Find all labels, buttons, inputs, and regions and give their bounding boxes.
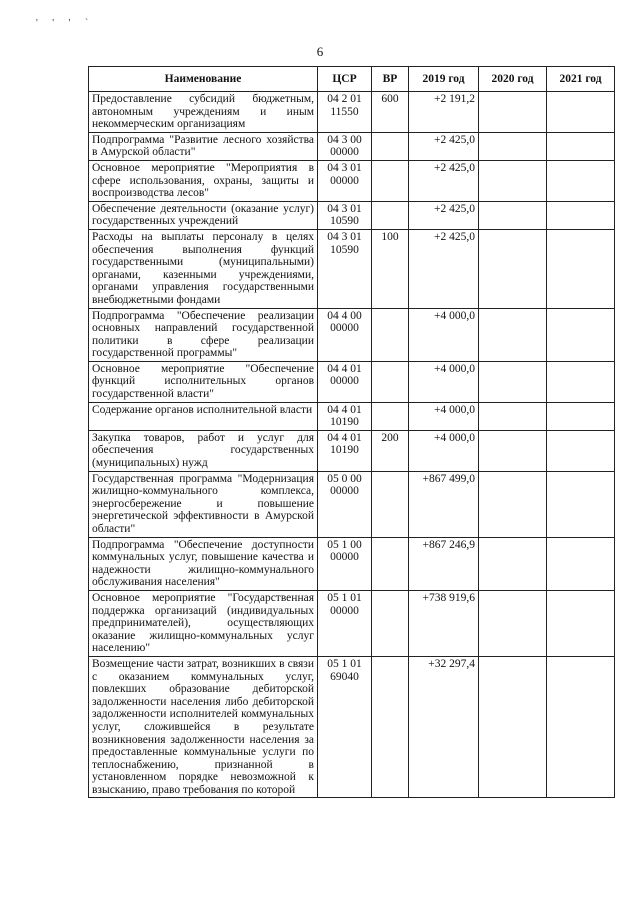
header-2019: 2019 год (409, 67, 479, 92)
cell-csr: 04 3 00 00000 (318, 132, 372, 160)
cell-2019: +4 000,0 (409, 308, 479, 361)
cell-name: Содержание органов исполнительной власти (89, 402, 318, 430)
cell-2021 (547, 229, 615, 308)
cell-vr (372, 201, 409, 229)
cell-2019: +2 425,0 (409, 229, 479, 308)
header-vr: ВР (372, 67, 409, 92)
cell-2020 (479, 92, 547, 133)
table-row (89, 471, 615, 537)
cell-vr (372, 308, 409, 361)
page-number: 6 (316, 44, 324, 59)
cell-csr: 04 3 01 10590 (318, 229, 372, 308)
cell-name: Основное мероприятие "Государственная поддержка организаций (индивидуальных предпринимателей), осуществляющих оказание жилищно-коммунальных услуг населению" (89, 590, 318, 656)
cell-2019: +4 000,0 (409, 361, 479, 402)
table-row (89, 537, 615, 590)
cell-2020 (479, 402, 547, 430)
cell-2019: +867 499,0 (409, 471, 479, 537)
cell-name: Подпрограмма "Развитие лесного хозяйства в Амурской области" (89, 132, 318, 160)
cell-csr: 04 2 01 11550 (318, 92, 372, 133)
cell-2021 (547, 402, 615, 430)
cell-2020 (479, 537, 547, 590)
cell-2021 (547, 201, 615, 229)
header-2020: 2020 год (479, 67, 547, 92)
cell-csr: 04 3 01 10590 (318, 201, 372, 229)
cell-2020 (479, 132, 547, 160)
cell-name: Основное мероприятие "Обеспечение функций исполнительных органов государственной власти" (89, 361, 318, 402)
table-body (89, 92, 615, 798)
header-csr: ЦСР (318, 67, 372, 92)
cell-vr: 200 (372, 430, 409, 471)
cell-name: Подпрограмма "Обеспечение доступности коммунальных услуг, повышение качества и надежности жилищно-коммунального обслуживания населения" (89, 537, 318, 590)
cell-name: Обеспечение деятельности (оказание услуг) государственных учреждений (89, 201, 318, 229)
cell-2019: +4 000,0 (409, 430, 479, 471)
table-header-row (89, 67, 615, 92)
table-row (89, 92, 615, 133)
scan-marks: ' ' ' ` (36, 18, 95, 29)
cell-csr: 04 4 01 00000 (318, 361, 372, 402)
table-row (89, 229, 615, 308)
cell-2019: +2 425,0 (409, 160, 479, 201)
header-name: Наименование (89, 67, 318, 92)
cell-name: Государственная программа "Модернизация жилищно-коммунального комплекса, энергосбережение и повышение энергетической эффективности в Амурской области" (89, 471, 318, 537)
cell-csr: 04 4 01 10190 (318, 402, 372, 430)
cell-vr (372, 402, 409, 430)
cell-csr: 04 4 00 00000 (318, 308, 372, 361)
table-row (89, 308, 615, 361)
cell-vr (372, 160, 409, 201)
cell-vr: 600 (372, 92, 409, 133)
cell-2021 (547, 160, 615, 201)
table-row (89, 201, 615, 229)
header-2021: 2021 год (547, 67, 615, 92)
cell-2021 (547, 308, 615, 361)
cell-2020 (479, 656, 547, 798)
cell-2020 (479, 160, 547, 201)
cell-csr: 05 1 01 00000 (318, 590, 372, 656)
cell-vr (372, 471, 409, 537)
cell-2020 (479, 590, 547, 656)
cell-2020 (479, 308, 547, 361)
cell-name: Основное мероприятие "Мероприятия в сфере использования, охраны, защиты и воспроизводства лесов" (89, 160, 318, 201)
cell-vr (372, 361, 409, 402)
cell-csr: 05 0 00 00000 (318, 471, 372, 537)
cell-name: Закупка товаров, работ и услуг для обеспечения государственных (муниципальных) нужд (89, 430, 318, 471)
cell-2021 (547, 537, 615, 590)
cell-name: Предоставление субсидий бюджетным, автономным учреждениям и иным некоммерческим организациям (89, 92, 318, 133)
cell-2021 (547, 590, 615, 656)
cell-2020 (479, 201, 547, 229)
cell-csr: 04 3 01 00000 (318, 160, 372, 201)
cell-2019: +738 919,6 (409, 590, 479, 656)
table-row (89, 656, 615, 798)
cell-2020 (479, 361, 547, 402)
cell-2019: +4 000,0 (409, 402, 479, 430)
table-row (89, 430, 615, 471)
cell-2021 (547, 430, 615, 471)
cell-2020 (479, 229, 547, 308)
cell-2020 (479, 430, 547, 471)
cell-vr (372, 590, 409, 656)
table-row (89, 402, 615, 430)
cell-2021 (547, 471, 615, 537)
table-row (89, 132, 615, 160)
cell-name: Возмещение части затрат, возникших в связи с оказанием коммунальных услуг, повлекших образование дебиторской задолженности населения либо дебиторской задолженности исполнителей коммунальных услуг, сложившейся в результате возникновения задолженности населения за предоставленные коммунальные услуги по теплоснабжению, признанной в установленном порядке невозможной к взысканию, право требования по которой (89, 656, 318, 798)
cell-name: Подпрограмма "Обеспечение реализации основных направлений государственной политики в сфере реализации государственной программы" (89, 308, 318, 361)
budget-table (88, 66, 615, 798)
cell-name: Расходы на выплаты персоналу в целях обеспечения выполнения функций государственными (муниципальными) органами, казенными учреждениями, органами управления государственными внебюджетными фондами (89, 229, 318, 308)
cell-vr (372, 132, 409, 160)
cell-vr (372, 537, 409, 590)
cell-2020 (479, 471, 547, 537)
cell-2021 (547, 92, 615, 133)
table-row (89, 361, 615, 402)
cell-2019: +2 425,0 (409, 201, 479, 229)
table-row (89, 160, 615, 201)
cell-2021 (547, 132, 615, 160)
cell-2021 (547, 656, 615, 798)
cell-csr: 05 1 00 00000 (318, 537, 372, 590)
cell-vr (372, 656, 409, 798)
table-row (89, 590, 615, 656)
cell-2019: +32 297,4 (409, 656, 479, 798)
cell-2019: +2 191,2 (409, 92, 479, 133)
cell-vr: 100 (372, 229, 409, 308)
cell-csr: 04 4 01 10190 (318, 430, 372, 471)
cell-2019: +2 425,0 (409, 132, 479, 160)
cell-2021 (547, 361, 615, 402)
cell-csr: 05 1 01 69040 (318, 656, 372, 798)
cell-2019: +867 246,9 (409, 537, 479, 590)
